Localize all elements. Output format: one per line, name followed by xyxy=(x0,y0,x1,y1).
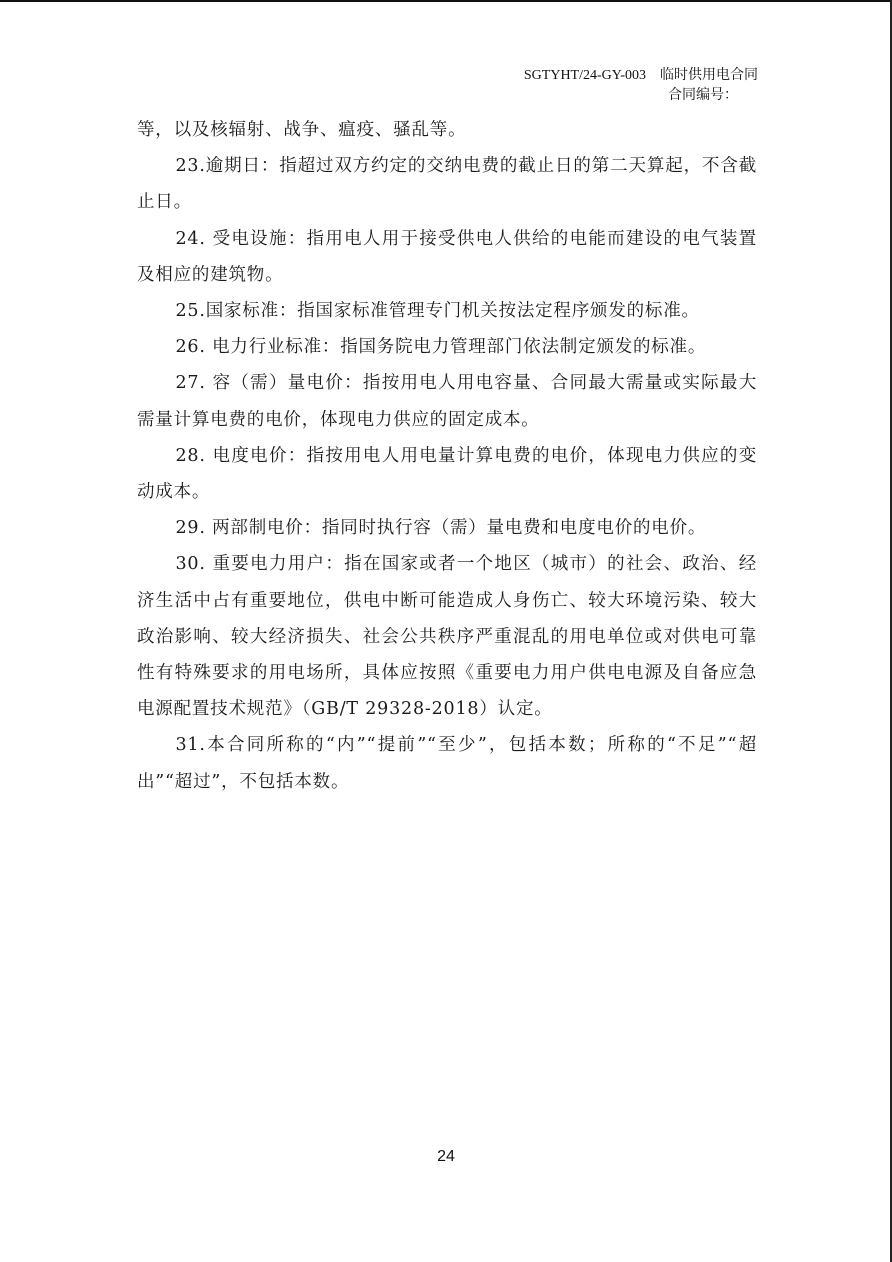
doc-title: 临时供用电合同 xyxy=(660,68,758,83)
clause-27: 27. 容（需）量电价：指按用电人用电容量、合同最大需量或实际最大需量计算电费的电价，体现电力供应的固定成本。 xyxy=(137,373,757,430)
page-number: 24 xyxy=(437,1148,455,1165)
clause-30: 30. 重要电力用户：指在国家或者一个地区（城市）的社会、政治、经济生活中占有重要地位，供电中断可能造成人身伤亡、较大环境污染、较大政治影响、较大经济损失、社会公共秩序严重混乱的用电单位或对供电可靠性有特殊要求的用电场所，具体应按照《重要电力用户供电电源及自备应急电源配置技术规范》（GB/T 29328-2018）认定。 xyxy=(137,554,757,720)
clause-23: 23.逾期日：指超过双方约定的交纳电费的截止日的第二天算起，不含截止日。 xyxy=(137,156,757,213)
contract-number-label: 合同编号： xyxy=(668,88,738,103)
clause-31: 31.本合同所称的“内”“提前”“至少”，包括本数；所称的“不足”“超出”“超过”，不包括本数。 xyxy=(137,735,757,792)
clause-29: 29. 两部制电价：指同时执行容（需）量电费和电度电价的电价。 xyxy=(175,518,707,539)
clause-28: 28. 电度电价：指按用电人用电量计算电费的电价，体现电力供应的变动成本。 xyxy=(137,445,757,503)
paragraph-continuation: 等，以及核辐射、战争、瘟疫、骚乱等。 xyxy=(137,120,467,140)
clause-26: 26. 电力行业标准：指国务院电力管理部门依法制定颁发的标准。 xyxy=(175,337,707,358)
clause-25: 25.国家标准：指国家标准管理专门机关按法定程序颁发的标准。 xyxy=(175,301,700,322)
document-body xyxy=(137,112,757,800)
page-header xyxy=(524,66,758,106)
top-border-line xyxy=(0,0,892,2)
header-line-1 xyxy=(524,66,758,86)
doc-code: SGTYHT/24-GY-003 xyxy=(523,68,646,83)
clause-24: 24. 受电设施：指用电人用于接受供电人供给的电能而建设的电气装置及相应的建筑物。 xyxy=(137,228,757,285)
